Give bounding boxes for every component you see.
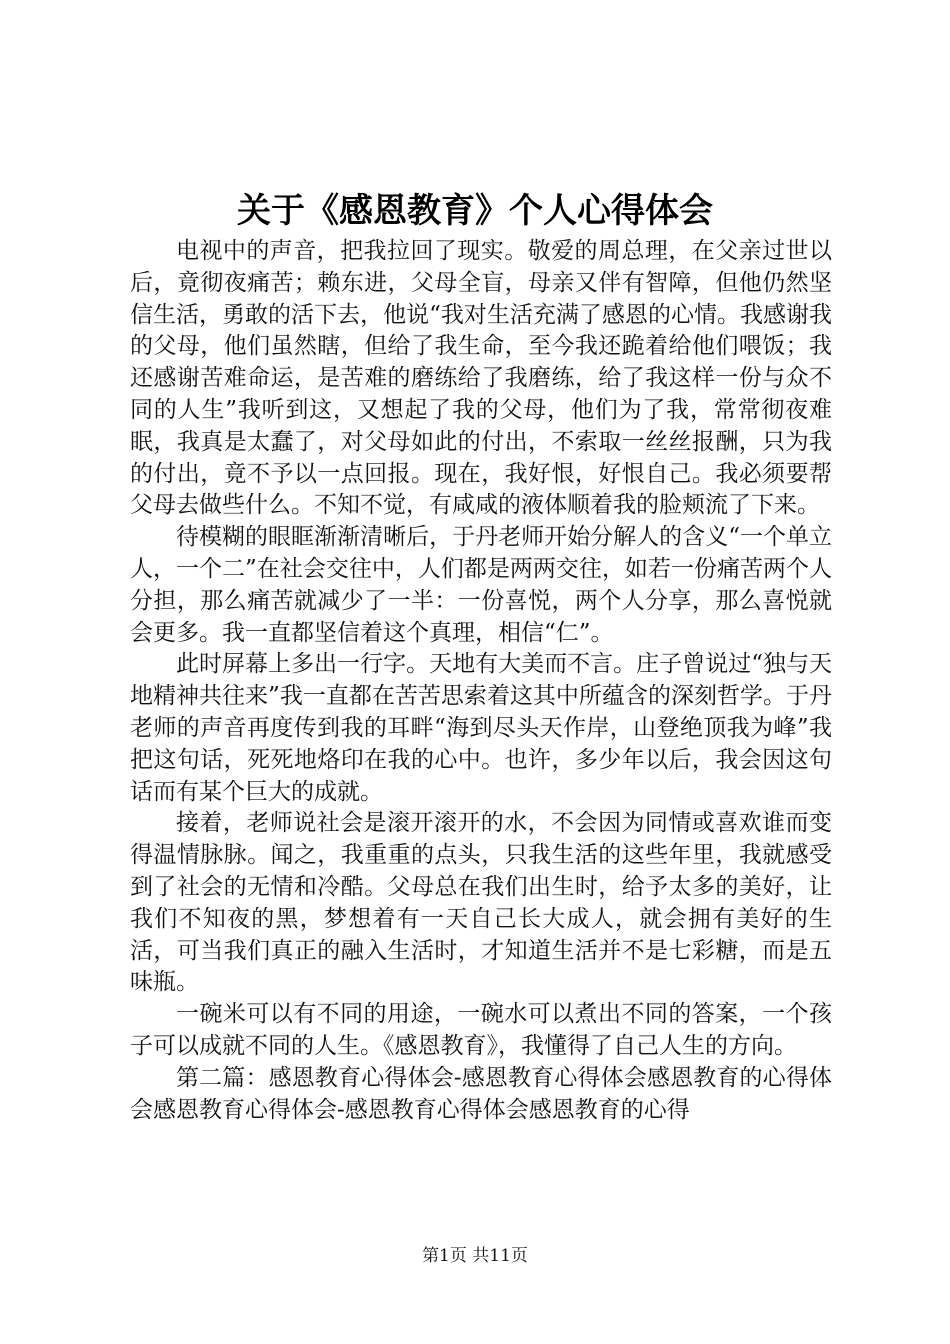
- document-body: [130, 236, 832, 1126]
- paragraph: 待模糊的眼眶渐渐清晰后，于丹老师开始分解人的含义“一个单立人，一个二”在社会交往中，人们都是两两交往，如若一份痛苦两个人分担，那么痛苦就减少了一半：一份喜悦，两个人分享，那么喜悦就会更多。我一直都坚信着这个真理，相信“仁”。: [130, 524, 832, 646]
- paragraph: 接着，老师说社会是滚开滚开的水，不会因为同情或喜欢谁而变得温情脉脉。闻之，我重重的点头，只我生活的这些年里，我就感受到了社会的无情和冷酷。父母总在我们出生时，给予太多的美好，让我们不知夜的黑，梦想着有一天自己长大成人，就会拥有美好的生活，可当我们真正的融入生活时，才知道生活并不是七彩糖，而是五味瓶。: [130, 810, 832, 996]
- paragraph: 一碗米可以有不同的用途，一碗水可以煮出不同的答案，一个孩子可以成就不同的人生。《感恩教育》，我懂得了自己人生的方向。: [130, 1001, 832, 1059]
- page-number-footer: 第1页 共11页: [422, 1246, 528, 1266]
- paragraph: 电视中的声音，把我拉回了现实。敬爱的周总理，在父亲过世以后，竟彻夜痛苦；赖东进，父母全盲，母亲又伴有智障，但他仍然坚信生活，勇敢的活下去，他说“我对生活充满了感恩的心情。我感谢我的父母，他们虽然瞎，但给了我生命，至今我还跪着给他们喂饭；我还感谢苦难命运，是苦难的磨练给了我磨练，给了我这样一份与众不同的人生”我听到这，又想起了我的父母，他们为了我，常常彻夜难眠，我真是太蠢了，对父母如此的付出，不索取一丝丝报酬，只为我的付出，竟不予以一点回报。现在，我好恨，好恨自己。我必须要帮父母去做些什么。不知不觉，有咸咸的液体顺着我的脸颊流了下来。: [130, 238, 832, 519]
- paragraph: 第二篇：感恩教育心得体会-感恩教育心得体会感恩教育的心得体会感恩教育心得体会-感恩教育心得体会感恩教育的心得: [130, 1064, 832, 1123]
- document-title: 关于《感恩教育》个人心得体会: [237, 191, 713, 231]
- paragraph: 此时屏幕上多出一行字。天地有大美而不言。庄子曾说过“独与天地精神共往来”我一直都在苦苦思索着这其中所蕴含的深刻哲学。于丹老师的声音再度传到我的耳畔“海到尽头天作岸，山登绝顶我为峰”我把这句话，死死地烙印在我的心中。也许，多少年以后，我会因这句话而有某个巨大的成就。: [130, 651, 832, 805]
